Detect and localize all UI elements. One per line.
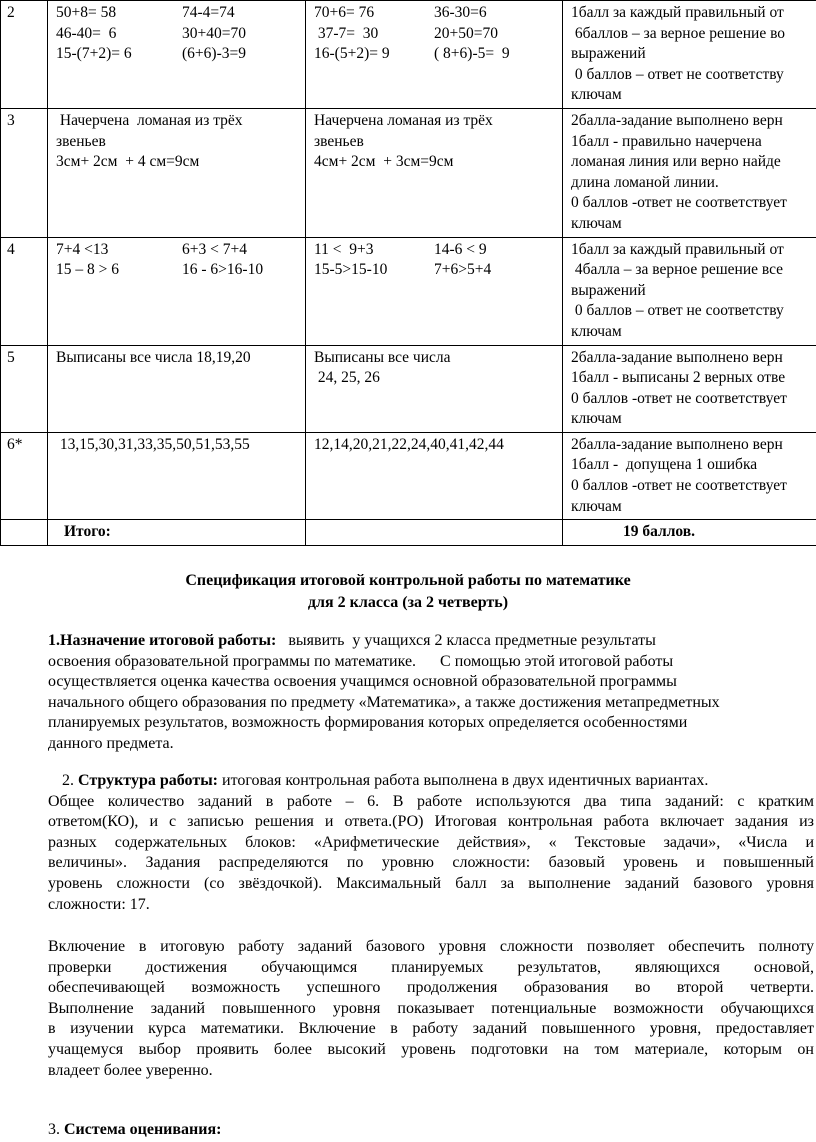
variant-1-answer <box>48 237 306 345</box>
expression: 7+4 <13 <box>56 240 109 258</box>
criteria-line: 0 баллов -ответ не соответствует <box>571 389 787 407</box>
table-row <box>1 1 816 109</box>
scoring-criteria <box>563 345 816 432</box>
criteria-line: длина ломаной линии. <box>571 173 719 191</box>
variant-1-answer <box>48 1 306 109</box>
paragraph-line: учащемуся выбор проявить более высокий уровень подготовки на том материале, которым он <box>48 1040 814 1058</box>
expression: 46-40= 6 <box>56 24 117 42</box>
criteria-line: 2балла-задание выполнено верн <box>571 435 783 453</box>
total-empty-cell <box>306 520 563 546</box>
paragraph-line: проверки достижения обучающимся планируемых результатов, являющихся основой, <box>48 958 814 976</box>
expression: 15-5>15-10 <box>314 261 388 279</box>
variant-1-answer <box>48 345 306 432</box>
criteria-line: ключам <box>571 410 622 428</box>
total-label: Итого: <box>48 520 306 546</box>
expression: 15-(7+2)= 6 <box>56 45 132 63</box>
spec-subtitle: для 2 класса (за 2 четверть) <box>307 594 509 611</box>
expression: 7+6>5+4 <box>434 261 492 279</box>
criteria-line: выражений <box>571 45 646 63</box>
paragraph-line: в изучении курса математики. Включение в работу заданий повышенного уровня, предоставляет <box>48 1020 814 1038</box>
paragraph-line: уровень сложности (со звёздочкой). Максимальный балл за выполнение заданий базового уровня <box>48 874 814 892</box>
expression: 20+50=70 <box>434 24 498 42</box>
criteria-line: 0 баллов – ответ не соответству <box>571 302 784 320</box>
task-number: 3 <box>1 108 48 237</box>
criteria-line: 1балл - выписаны 2 верных отве <box>571 369 786 387</box>
variant-2-answer <box>306 432 563 519</box>
paragraph-inclusion <box>48 937 814 1081</box>
variant-1-answer <box>48 432 306 519</box>
criteria-line: ключам <box>571 497 622 515</box>
answer-line: Выписаны все числа <box>314 348 451 366</box>
grading-table <box>0 0 816 546</box>
paragraph-line: сложности: 17. <box>48 895 150 913</box>
scoring-criteria <box>563 432 816 519</box>
criteria-line: 0 баллов -ответ не соответствует <box>571 477 787 495</box>
table-row <box>1 108 816 237</box>
criteria-line: 4балла – за верное решение все <box>571 261 784 279</box>
criteria-line: 1балл за каждый правильный от <box>571 4 784 21</box>
section-purpose-text: выявить у учащихся 2 класса предметные результаты <box>276 632 656 649</box>
table-row <box>1 345 816 432</box>
section-structure-heading: Структура работы: <box>78 772 219 789</box>
spec-title: Спецификация итоговой контрольной работы по математике <box>185 572 631 589</box>
expression: 15 – 8 > 6 <box>56 261 119 279</box>
task-number: 5 <box>1 345 48 432</box>
paragraph-line: осуществляется оценка качества освоения учащимся основной образовательной программы <box>48 673 677 691</box>
answer-line: 12,14,20,21,22,24,40,41,42,44 <box>314 435 504 453</box>
total-empty-cell <box>1 520 48 546</box>
criteria-line: 1балл за каждый правильный от <box>571 240 784 258</box>
expression: (6+6)-3=9 <box>182 45 246 63</box>
section-structure-number: 2. <box>62 772 78 789</box>
paragraph-line: Включение в итоговую работу заданий базового уровня сложности позволяет обеспечить полноту <box>48 938 814 955</box>
criteria-line: 6баллов – за верное решение во <box>571 24 786 42</box>
expression: 16-(5+2)= 9 <box>314 45 390 63</box>
expression: 36-30=6 <box>434 4 487 21</box>
paragraph-line: владеет более уверенно. <box>48 1061 213 1079</box>
task-number: 6* <box>1 432 48 519</box>
answer-line: 13,15,30,31,33,35,50,51,53,55 <box>56 435 250 453</box>
expression: 14-6 < 9 <box>434 240 487 258</box>
expression: 37-7= 30 <box>314 24 379 42</box>
criteria-line: 0 баллов -ответ не соответствует <box>571 194 787 212</box>
section-structure-text: итоговая контрольная работа выполнена в двух идентичных вариантах. <box>218 772 709 789</box>
section-assessment <box>48 1120 814 1141</box>
answer-line: 24, 25, 26 <box>314 369 380 387</box>
section-assessment-number: 3. <box>48 1121 64 1138</box>
criteria-line: ломаная линия или верно найде <box>571 153 781 171</box>
criteria-line: выражений <box>571 281 646 299</box>
criteria-line: 0 баллов – ответ не соответству <box>571 65 784 83</box>
section-structure <box>48 771 814 915</box>
section-assessment-heading: Система оценивания: <box>64 1121 222 1138</box>
expression: 30+40=70 <box>182 24 246 42</box>
expression: ( 8+6)-5= 9 <box>434 45 510 63</box>
paragraph-line: ответом(КО), и с записью решения и ответа.(РО) Итоговая контрольная работа включает задания из <box>48 813 814 831</box>
expression: 6+3 < 7+4 <box>182 240 247 258</box>
criteria-line: 2балла-задание выполнено верн <box>571 348 783 366</box>
paragraph-line: начального общего образования по предмету «Математика», а также достижения метапредметных <box>48 693 720 711</box>
task-number: 2 <box>1 1 48 109</box>
paragraph-line: Общее количество заданий в работе – 6. В работе используются два типа заданий: с кратким <box>48 792 814 810</box>
paragraph-line: обеспечивающей возможность успешного продолжения образования во второй четверти. <box>48 979 814 997</box>
total-row <box>1 520 816 546</box>
criteria-line: 2балла-задание выполнено верн <box>571 111 783 129</box>
paragraph-line: разных содержательных блоков: «Арифметические действия», « Текстовые задачи», «Числа и <box>48 833 814 851</box>
paragraph-line: Выполнение заданий повышенного уровня показывает потенциальные возможности обучающихся <box>48 999 814 1017</box>
section-purpose-heading: 1.Назначение итоговой работы: <box>48 632 277 649</box>
scoring-criteria <box>563 237 816 345</box>
criteria-line: 1балл - допущена 1 ошибка <box>571 456 758 474</box>
criteria-line: ключам <box>571 214 622 232</box>
criteria-line: ключам <box>571 86 622 104</box>
variant-1-answer <box>48 108 306 237</box>
scoring-criteria <box>563 1 816 109</box>
answer-line: 4см+ 2см + 3см=9см <box>314 153 454 171</box>
expression: 70+6= 76 <box>314 4 375 21</box>
expression: 11 < 9+3 <box>314 240 374 258</box>
paragraph-line: освоения образовательной программы по математике. С помощью этой итоговой работы <box>48 652 674 670</box>
table-row <box>1 432 816 519</box>
variant-2-answer <box>306 108 563 237</box>
expression: 74-4=74 <box>182 4 235 21</box>
section-purpose <box>48 631 814 755</box>
total-score: 19 баллов. <box>563 520 816 546</box>
answer-line: звеньев <box>56 132 106 150</box>
variant-2-answer <box>306 1 563 109</box>
paragraph-line: планируемых результатов, возможность формирования которых определяется особенностями <box>48 714 688 732</box>
table-row <box>1 237 816 345</box>
answer-line: Выписаны все числа 18,19,20 <box>56 348 251 366</box>
expression: 16 - 6>16-10 <box>182 261 264 279</box>
scoring-criteria <box>563 108 816 237</box>
answer-line: звеньев <box>314 132 364 150</box>
criteria-line: ключам <box>571 322 622 340</box>
task-number: 4 <box>1 237 48 345</box>
paragraph-line: данного предмета. <box>48 734 174 752</box>
expression: 50+8= 58 <box>56 4 117 21</box>
criteria-line: 1балл - правильно начерчена <box>571 132 762 150</box>
answer-line: Начерчена ломаная из трёх <box>56 111 243 129</box>
answer-line: 3см+ 2см + 4 см=9см <box>56 153 200 171</box>
paragraph-line: величины». Задания распределяются по уровню сложности: базовый уровень и повышенный <box>48 854 814 872</box>
variant-2-answer <box>306 237 563 345</box>
variant-2-answer <box>306 345 563 432</box>
answer-line: Начерчена ломаная из трёх <box>314 111 493 129</box>
